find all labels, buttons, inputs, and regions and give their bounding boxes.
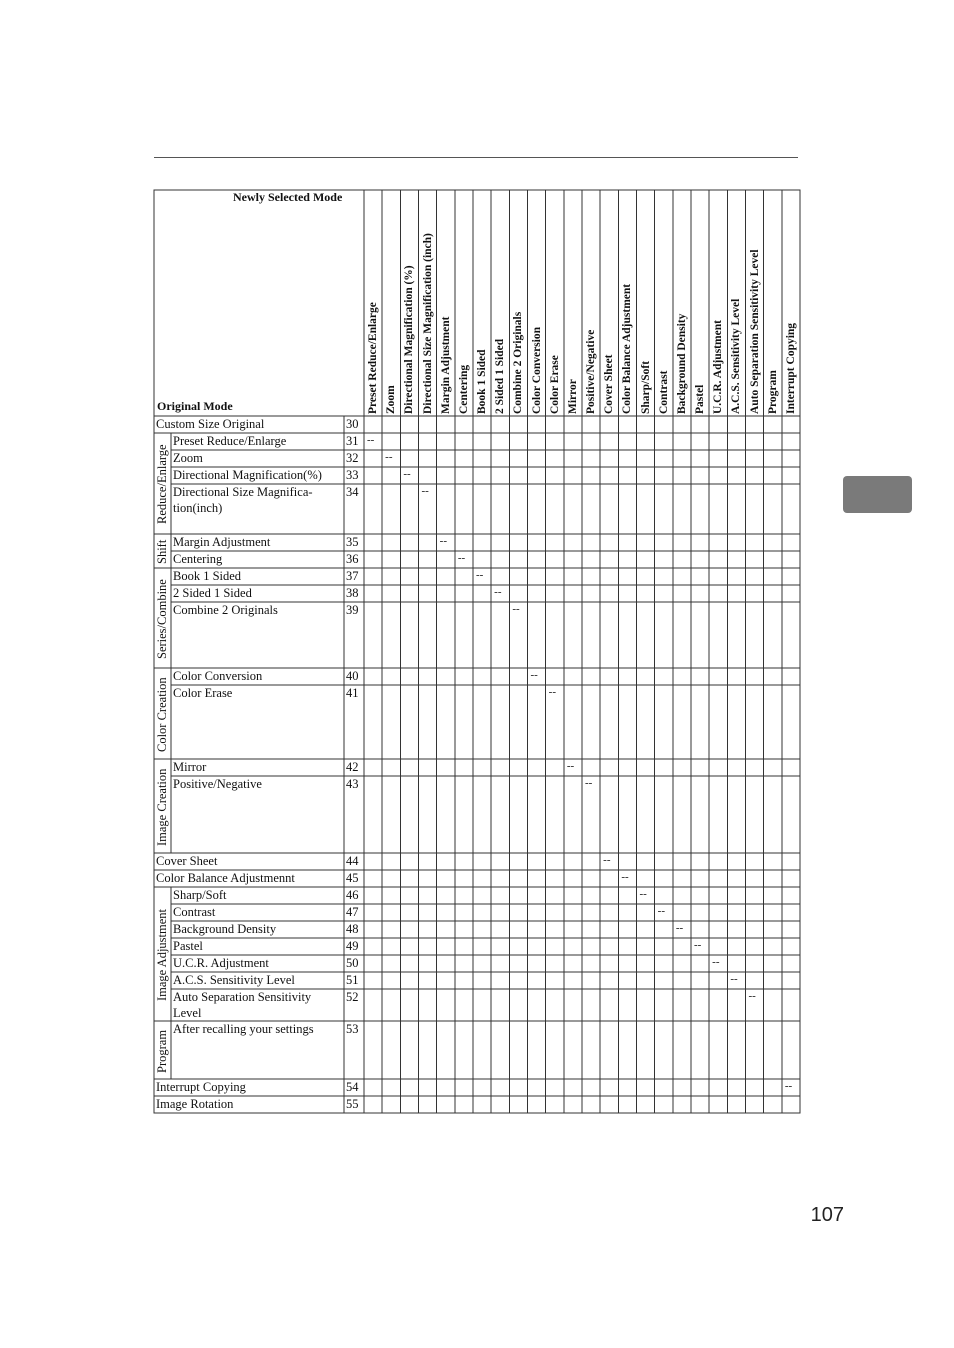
column-header-label: Positive/Negative: [585, 329, 597, 414]
incompatible-mark: --: [421, 485, 429, 497]
row-label: [173, 433, 286, 449]
group-label-text: Image Creation: [155, 768, 169, 846]
row-label-line: Centering: [173, 552, 223, 566]
row-label: [173, 759, 206, 775]
row-label-line: Positive/Negative: [173, 777, 262, 791]
row-number: 41: [346, 686, 359, 700]
row-label: [156, 870, 295, 886]
group-label-text: Color Creation: [155, 677, 169, 752]
row-number: 55: [346, 1097, 359, 1111]
incompatible-mark: --: [530, 669, 538, 681]
column-header: [456, 192, 474, 414]
incompatible-mark: --: [585, 777, 593, 789]
row-label-line: Zoom: [173, 451, 203, 465]
column-header-label: Preset Reduce/Enlarge: [367, 302, 379, 414]
incompatible-mark: --: [784, 1080, 793, 1092]
group-label-text: Program: [155, 1029, 169, 1073]
row-label-line: Directional Magnification(%): [173, 468, 322, 482]
row-number: 36: [346, 552, 359, 566]
row-number: 43: [346, 777, 359, 791]
newly-selected-mode-header: Newly Selected Mode: [233, 190, 343, 204]
page-number: 107: [810, 1204, 844, 1226]
column-header-label: Directional Magnification (%): [403, 265, 416, 414]
column-header-label: Auto Separation Sensitivity Level: [748, 249, 761, 414]
row-label-line: Color Erase: [173, 686, 233, 700]
column-header: [365, 192, 383, 414]
group-label: [154, 1021, 171, 1079]
section-tab-marker: [843, 476, 912, 513]
group-label: [154, 887, 171, 1021]
row-label: [156, 1096, 233, 1112]
row-label: [173, 585, 252, 601]
incompatible-mark: --: [621, 871, 629, 883]
row-label: [173, 685, 232, 701]
column-header: [747, 192, 765, 414]
incompatible-mark: --: [566, 760, 575, 772]
row-number: 38: [346, 586, 359, 600]
row-number: 53: [346, 1022, 359, 1036]
row-label: [173, 921, 276, 937]
top-rule: [154, 157, 798, 158]
column-header-label: Zoom: [385, 385, 398, 414]
row-number: 34: [346, 485, 359, 499]
row-label: [173, 776, 262, 792]
row-label: [173, 568, 241, 584]
column-header-label: Combine 2 Originals: [512, 311, 525, 414]
incompatible-mark: --: [457, 552, 466, 564]
row-label: [173, 989, 311, 1021]
column-header: [692, 192, 710, 414]
incompatible-mark: --: [367, 434, 375, 446]
incompatible-mark: --: [712, 956, 720, 968]
row-label-line: 2 Sided 1 Sided: [173, 586, 252, 600]
original-mode-header: Original Mode: [157, 399, 233, 413]
group-label: [154, 534, 171, 568]
row-label: [173, 534, 270, 550]
group-label-text: Image Adjustment: [155, 909, 169, 1001]
row-number: 48: [346, 922, 359, 936]
incompatible-mark: --: [548, 686, 556, 698]
column-header: [765, 192, 783, 414]
column-header-label: Color Erase: [548, 355, 561, 414]
row-label-line: Preset Reduce/Enlarge: [173, 434, 287, 448]
row-label: [156, 853, 217, 869]
column-header: [401, 192, 419, 414]
column-header: [783, 192, 801, 414]
row-label-line: U.C.R. Adjustment: [173, 956, 269, 970]
row-label-line: Color Balance Adjustmennt: [156, 871, 295, 885]
row-label: [173, 887, 226, 903]
column-header: [674, 192, 692, 414]
column-header-label: Mirror: [566, 379, 579, 414]
group-label-text: Series/Combine: [155, 579, 169, 659]
row-label: [156, 1079, 246, 1095]
row-label: [173, 972, 295, 988]
column-header-label: U.C.R. Adjustment: [712, 320, 725, 414]
row-label: [173, 904, 215, 920]
column-header: [601, 192, 619, 414]
column-header-label: Contrast: [657, 370, 670, 414]
column-header: [656, 192, 674, 414]
group-label: [154, 568, 171, 668]
row-number: 39: [346, 603, 359, 617]
column-header: [510, 192, 528, 414]
row-label-line: Image Rotation: [156, 1097, 234, 1111]
row-label: [173, 668, 262, 684]
row-label-line: Color Conversion: [173, 669, 263, 683]
incompatible-mark: --: [439, 535, 447, 547]
row-label: [173, 450, 203, 466]
row-label-line: Custom Size Original: [156, 417, 265, 431]
row-label-line: A.C.S. Sensitivity Level: [173, 973, 295, 987]
row-label-line: Mirror: [173, 760, 207, 774]
row-number: 32: [346, 451, 359, 465]
column-header-label: Color Balance Adjustment: [621, 283, 634, 414]
row-number: 31: [346, 434, 359, 448]
row-label-line: Interrupt Copying: [156, 1080, 246, 1094]
column-header: [383, 192, 401, 414]
group-label: [154, 668, 171, 759]
column-header: [565, 192, 583, 414]
incompatible-mark: --: [730, 973, 738, 985]
group-label: [154, 759, 171, 853]
row-label-line: Margin Adjustment: [173, 535, 271, 549]
row-label: [173, 955, 269, 971]
column-header-label: Margin Adjustment: [439, 316, 452, 414]
row-label-line: After recalling your settings: [173, 1022, 314, 1036]
incompatible-mark: --: [694, 939, 702, 951]
incompatible-mark: --: [639, 888, 647, 900]
group-label: [154, 433, 171, 534]
row-label-line: tion(inch): [173, 501, 223, 515]
row-number: 42: [346, 760, 359, 774]
row-number: 35: [346, 535, 359, 549]
row-number: 51: [346, 973, 359, 987]
row-label-line: Combine 2 Originals: [173, 603, 278, 617]
column-header-label: Centering: [457, 364, 470, 414]
column-header-label: Pastel: [694, 384, 706, 414]
column-header-label: A.C.S. Sensitivity Level: [730, 298, 743, 414]
row-number: 40: [346, 669, 359, 683]
row-label: [173, 1021, 314, 1037]
row-label: [173, 484, 313, 516]
row-number: 45: [346, 871, 359, 885]
row-number: 33: [346, 468, 359, 482]
row-label-line: Background Density: [173, 922, 277, 936]
column-header: [619, 192, 637, 414]
row-number: 44: [346, 854, 359, 868]
incompatible-mark: --: [403, 468, 411, 480]
column-header-label: Program: [766, 370, 779, 414]
row-number: 37: [346, 569, 359, 583]
column-header-label: Sharp/Soft: [639, 360, 652, 414]
row-number: 50: [346, 956, 359, 970]
row-label-line: Auto Separation Sensitivity: [173, 990, 312, 1004]
row-label: [173, 938, 203, 954]
column-header: [728, 192, 746, 414]
column-header: [638, 192, 656, 414]
column-header: [529, 192, 547, 414]
row-label-line: Directional Size Magnifica-: [173, 485, 313, 499]
row-label-line: Pastel: [173, 939, 203, 953]
column-header-label: Directional Size Magnification (inch): [421, 233, 434, 414]
row-number: 46: [346, 888, 359, 902]
incompatible-mark: --: [748, 990, 756, 1002]
row-label: [173, 551, 222, 567]
row-label-line: Contrast: [173, 905, 216, 919]
row-label: [173, 467, 322, 483]
group-label-text: Reduce/Enlarge: [155, 444, 169, 525]
column-header: [474, 192, 492, 414]
group-label-text: Shift: [155, 539, 169, 565]
column-header-label: Interrupt Copying: [784, 322, 797, 414]
row-label-line: Sharp/Soft: [173, 888, 227, 902]
row-label: [173, 602, 278, 618]
column-header: [420, 192, 438, 414]
incompatible-mark: --: [512, 603, 520, 615]
column-header-label: Background Density: [675, 313, 688, 414]
row-number: 30: [346, 417, 359, 431]
column-header: [438, 192, 456, 414]
row-label-line: Cover Sheet: [156, 854, 218, 868]
column-header: [547, 192, 565, 414]
incompatible-mark: --: [603, 854, 611, 866]
column-header: [492, 192, 510, 414]
row-number: 47: [346, 905, 359, 919]
incompatible-mark: --: [657, 905, 665, 917]
column-header-label: 2 Sided 1 Sided: [494, 338, 507, 414]
row-number: 49: [346, 939, 359, 953]
incompatible-mark: --: [494, 586, 502, 598]
column-header-label: Color Conversion: [530, 327, 543, 414]
row-number: 52: [346, 990, 359, 1004]
incompatible-mark: --: [476, 569, 484, 581]
column-header: [710, 192, 728, 414]
row-number: 54: [346, 1080, 359, 1094]
incompatible-mark: --: [675, 922, 684, 934]
column-header-label: Book 1 Sided: [476, 349, 488, 414]
column-header-label: Cover Sheet: [603, 354, 616, 414]
row-label-line: Level: [173, 1006, 202, 1020]
incompatible-mark: --: [385, 451, 393, 463]
column-header: [583, 192, 601, 414]
row-label-line: Book 1 Sided: [173, 569, 242, 583]
row-label: [156, 416, 264, 432]
